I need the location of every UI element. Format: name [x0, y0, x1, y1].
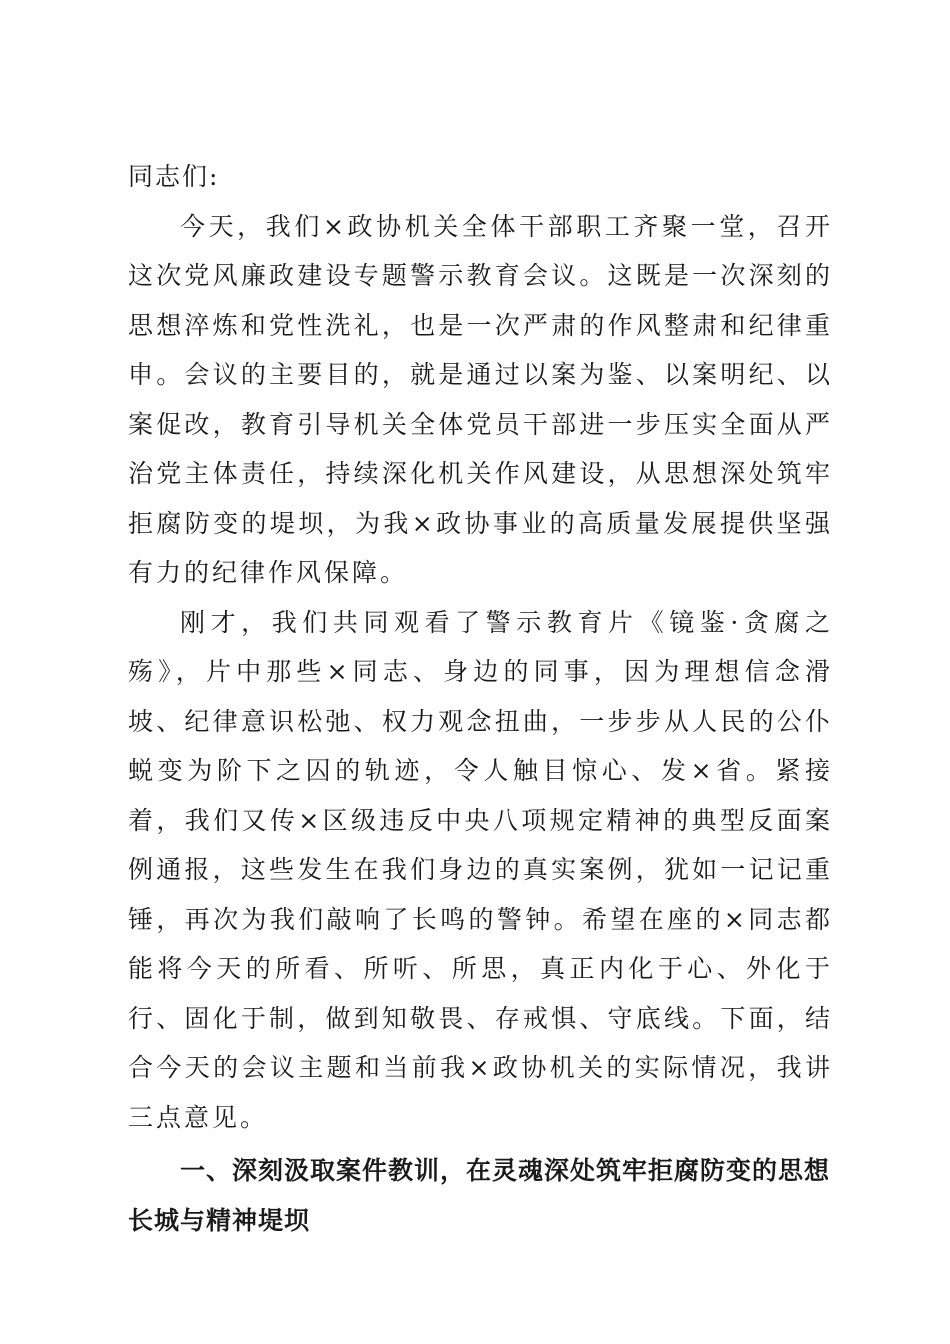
paragraph-warning-film: 刚才，我们共同观看了警示教育片《镜鉴·贪腐之殇》，片中那些×同志、身边的同事，因为理想信念滑坡、纪律意识松弛、权力观念扭曲，一步步从人民的公仆蜕变为阶下之囚的轨迹，令人触目惊心、发×省。紧接着，我们又传×区级违反中央八项规定精神的典型反面案例通报，这些发生在我们身边的真实案例，犹如一记记重锤，再次为我们敲响了长鸣的警钟。希望在座的×同志都能将今天的所看、所听、所思，真正内化于心、外化于行、固化于制，做到知敬畏、存戒惧、守底线。下面，结合今天的会议主题和当前我×政协机关的实际情况，我讲三点意见。: [128, 607, 833, 1132]
section-heading-1: 一、深刻汲取案件教训，在灵魂深处筑牢拒腐防变的思想长城与精神堤坝: [128, 1156, 831, 1235]
paragraph-opening: 今天，我们×政协机关全体干部职工齐聚一堂，召开这次党风廉政建设专题警示教育会议。这既是一次深刻的思想淬炼和党性洗礼，也是一次严肃的作风整肃和纪律重申。会议的主要目的，就是通过以案为鉴、以案明纪、以案促改，教育引导机关全体党员干部进一步压实全面从严治党主体责任，持续深化机关作风建设，从思想深处筑牢拒腐防变的堤坝，为我×政协事业的高质量发展提供坚强有力的纪律作风保障。: [128, 211, 833, 587]
salutation: 同志们:: [128, 162, 220, 191]
document-body: [128, 152, 833, 1245]
